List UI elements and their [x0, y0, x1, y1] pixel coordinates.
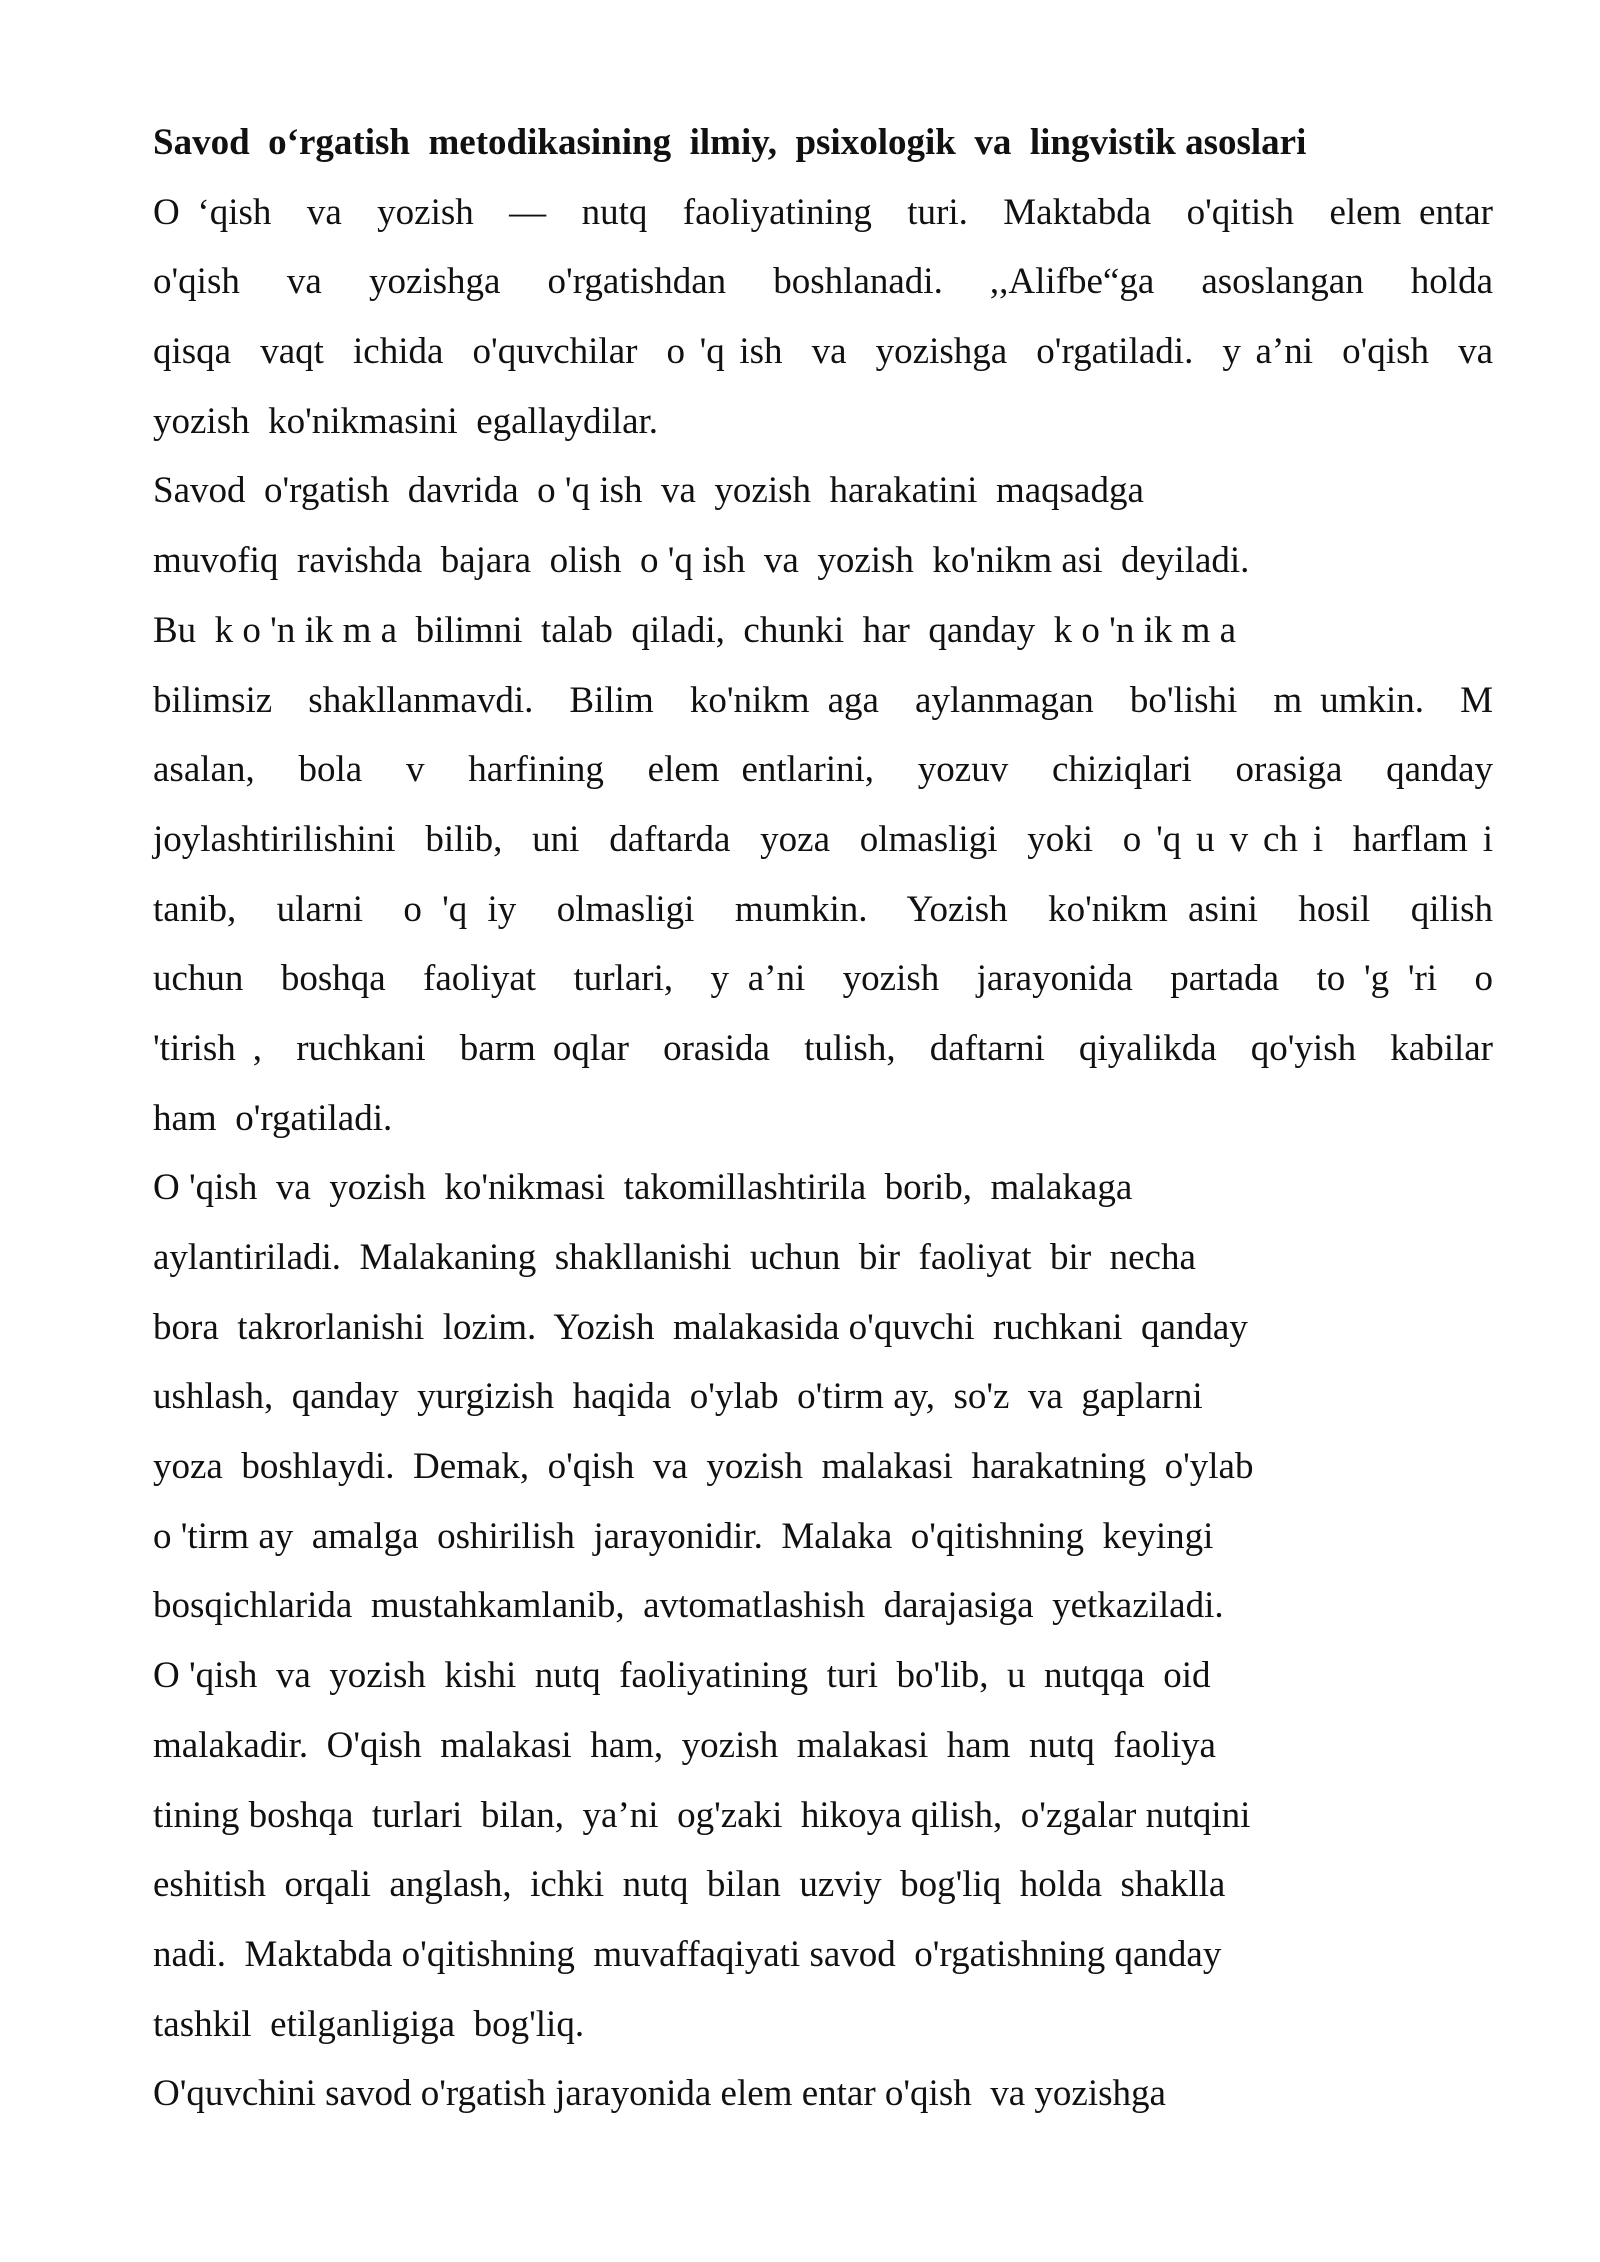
text-line: bosqichlarida mustahkamlanib, avtomatlashish darajasiga yetkaziladi.	[153, 1585, 1224, 1627]
text-line: malakadir. O'qish malakasi ham, yozish malakasi ham nutq faoliya	[153, 1724, 1216, 1766]
text-line: yoza boshlaydi. Demak, o'qish va yozish malakasi harakatning o'ylab	[153, 1446, 1254, 1488]
text-line: o'qish va yozishga o'rgatishdan boshlanadi. ,,Alifbe“ga asoslangan holda	[153, 261, 1493, 303]
text-line: aylantiriladi. Malakaning shakllanishi uchun bir faoliyat bir necha	[153, 1237, 1196, 1278]
text-line: O 'qish va yozish kishi nutq faoliyatining turi bo'lib, u nutqqa oid	[153, 1655, 1211, 1697]
text-line: bora takrorlanishi lozim. Yozish malakasida o'quvchi ruchkani qanday	[153, 1306, 1248, 1348]
text-line: nadi. Maktabda o'qitishning muvaffaqiyati savod o'rgatishning qanday	[153, 1933, 1222, 1975]
text-line: ham o'rgatiladi.	[153, 1097, 393, 1139]
text-line: asalan, bola v harfining elem entlarini, yozuv chiziqlari orasiga qanday	[153, 749, 1493, 791]
text-line: O 'qish va yozish ko'nikmasi takomillashtirila borib, malakaga	[153, 1167, 1133, 1209]
text-line: tanib, ularni o 'q iy olmasligi mumkin. Yozish ko'nikm asini hosil qilish	[153, 888, 1493, 930]
text-line: tining boshqa turlari bilan, ya’ni og'zaki hikoya qilish, o'zgalar nutqini	[153, 1794, 1251, 1836]
text-line: yozish ko'nikmasini egallaydilar.	[153, 400, 659, 442]
text-line: uchun boshqa faoliyat turlari, y a’ni yozish jarayonida partada to 'g 'ri o	[153, 958, 1493, 1000]
text-line: qisqa vaqt ichida o'quvchilar o 'q ish va yozishga o'rgatiladi. y a’ni o'qish va	[153, 331, 1493, 373]
text-line: ushlash, qanday yurgizish haqida o'ylab o'tirm ay, so'z va gaplarni	[153, 1376, 1203, 1418]
document-title: Savod o‘rgatish metodikasining ilmiy, psixologik va lingvistik asoslari	[153, 122, 1307, 163]
text-line: eshitish orqali anglash, ichki nutq bilan uzviy bog'liq holda shaklla	[153, 1864, 1226, 1906]
text-line: O ‘qish va yozish — nutq faoliyatining turi. Maktabda o'qitish elem entar	[153, 191, 1493, 233]
text-line: O'quvchini savod o'rgatish jarayonida elem entar o'qish va yozishga	[153, 2073, 1166, 2115]
text-line: o 'tirm ay amalga oshirilish jarayonidir. Malaka o'qitishning keyingi	[153, 1515, 1214, 1557]
text-line: muvofiq ravishda bajara olish o 'q ish va yozish ko'nikm asi deyiladi.	[153, 540, 1250, 582]
document-body	[153, 108, 1493, 2129]
text-line: 'tirish , ruchkani barm oqlar orasida tulish, daftarni qiyalikda qo'yish kabilar	[153, 1027, 1493, 1069]
text-line: bilimsiz shakllanmavdi. Bilim ko'nikm aga aylanmagan bo'lishi m umkin. M	[153, 679, 1493, 721]
text-line: Bu k o 'n ik m a bilimni talab qiladi, chunki har qanday k o 'n ik m a	[153, 609, 1237, 651]
text-line: tashkil etilganligiga bog'liq.	[153, 2003, 585, 2045]
text-line: Savod o'rgatish davrida o 'q ish va yozish harakatini maqsadga	[153, 470, 1144, 512]
text-line: joylashtirilishini bilib, uni daftarda yoza olmasligi yoki o 'q u v ch i harflam i	[153, 818, 1493, 860]
